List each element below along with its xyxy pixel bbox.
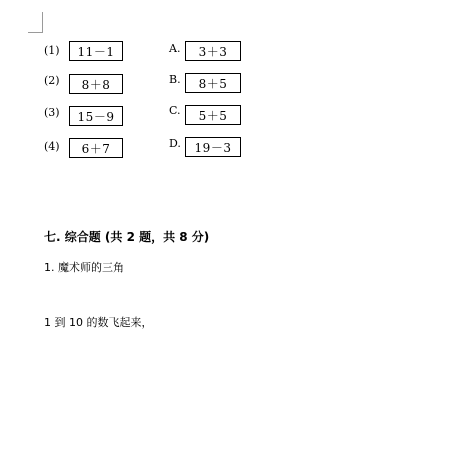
right-expression-d: 19－3 xyxy=(185,137,241,157)
question-1-prompt: 1 到 10 的数飞起来， xyxy=(44,316,153,329)
right-label-a: A. xyxy=(169,42,181,55)
right-expression-b: 8＋5 xyxy=(185,73,241,93)
left-expression-2: 8＋8 xyxy=(69,74,123,94)
left-label-3: (3) xyxy=(44,106,60,119)
page-corner-mark xyxy=(28,12,43,33)
left-expression-1: 11－1 xyxy=(69,41,123,61)
right-label-d: D. xyxy=(169,137,181,150)
right-label-b: B. xyxy=(169,73,181,86)
question-1-title: 1. 魔术师的三角 xyxy=(44,261,124,274)
left-label-4: (4) xyxy=(44,140,60,153)
section-heading: 七. 综合题 (共 2 题，共 8 分) xyxy=(44,230,210,244)
right-expression-a: 3＋3 xyxy=(185,41,241,61)
left-expression-4: 6＋7 xyxy=(69,138,123,158)
left-expression-3: 15－9 xyxy=(69,106,123,126)
left-label-2: (2) xyxy=(44,74,60,87)
right-expression-c: 5＋5 xyxy=(185,105,241,125)
right-label-c: C. xyxy=(169,104,181,117)
left-label-1: (1) xyxy=(44,44,60,57)
